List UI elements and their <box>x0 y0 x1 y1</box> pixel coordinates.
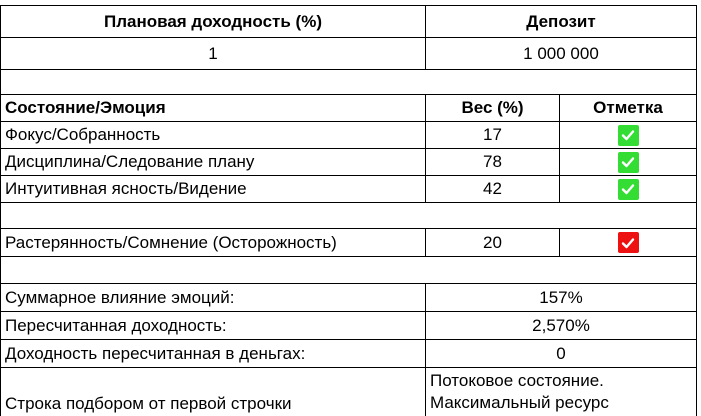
state-header[interactable]: Состояние/Эмоция <box>0 94 425 121</box>
yield-money-value[interactable]: 0 <box>425 339 697 367</box>
negative-emotion-label[interactable]: Растерянность/Сомнение (Осторожность) <box>0 228 425 256</box>
recalculated-yield-label[interactable]: Пересчитанная доходность: <box>0 311 425 339</box>
header-row <box>0 5 697 37</box>
emotion-mark-cell[interactable] <box>559 121 697 148</box>
summary-row <box>0 367 697 416</box>
summary-row <box>0 339 697 367</box>
emotion-label[interactable]: Интуитивная ясность/Видение <box>0 175 425 202</box>
deposit-cell[interactable]: 1 000 000 <box>425 37 697 69</box>
emotion-label[interactable]: Фокус/Собранность <box>0 121 425 148</box>
blank-row <box>0 256 697 283</box>
green-checkbox-icon[interactable] <box>618 179 639 200</box>
yield-money-label[interactable]: Доходность пересчитанная в деньгах: <box>0 339 425 367</box>
emotion-row <box>0 121 697 148</box>
row-selection-value-line2: Максимальный ресурс <box>430 393 609 412</box>
red-checkbox-icon[interactable] <box>618 232 639 253</box>
emotion-table-header <box>0 94 697 121</box>
summary-row <box>0 283 697 311</box>
negative-mark-cell[interactable] <box>559 228 697 256</box>
total-influence-label[interactable]: Суммарное влияние эмоций: <box>0 283 425 311</box>
emotion-row <box>0 175 697 202</box>
blank-cell[interactable] <box>0 202 697 228</box>
plan-values-row <box>0 37 697 69</box>
green-checkbox-icon[interactable] <box>618 125 639 146</box>
blank-row <box>0 202 697 228</box>
emotion-weight[interactable]: 78 <box>425 148 559 175</box>
blank-row <box>0 69 697 94</box>
emotion-mark-cell[interactable] <box>559 148 697 175</box>
recalculated-yield-value[interactable]: 2,570% <box>425 311 697 339</box>
negative-emotion-weight[interactable]: 20 <box>425 228 559 256</box>
total-influence-value[interactable]: 157% <box>425 283 697 311</box>
row-selection-label[interactable]: Строка подбором от первой строчки <box>0 367 425 416</box>
deposit-header[interactable]: Депозит <box>425 5 697 37</box>
planned-yield-header[interactable]: Плановая доходность (%) <box>0 5 425 37</box>
summary-row <box>0 311 697 339</box>
weight-header[interactable]: Вес (%) <box>425 94 559 121</box>
emotion-weight[interactable]: 17 <box>425 121 559 148</box>
row-selection-value[interactable] <box>425 367 697 416</box>
emotion-weight[interactable]: 42 <box>425 175 559 202</box>
green-checkbox-icon[interactable] <box>618 152 639 173</box>
emotion-row <box>0 148 697 175</box>
row-selection-value-line1: Потоковое состояние. <box>430 371 604 390</box>
negative-emotion-row <box>0 228 697 256</box>
emotion-label[interactable]: Дисциплина/Следование плану <box>0 148 425 175</box>
blank-cell[interactable] <box>0 69 697 94</box>
emotion-mark-cell[interactable] <box>559 175 697 202</box>
blank-cell[interactable] <box>0 256 697 283</box>
planned-yield-cell[interactable]: 1 <box>0 37 425 69</box>
mark-header[interactable]: Отметка <box>559 94 697 121</box>
